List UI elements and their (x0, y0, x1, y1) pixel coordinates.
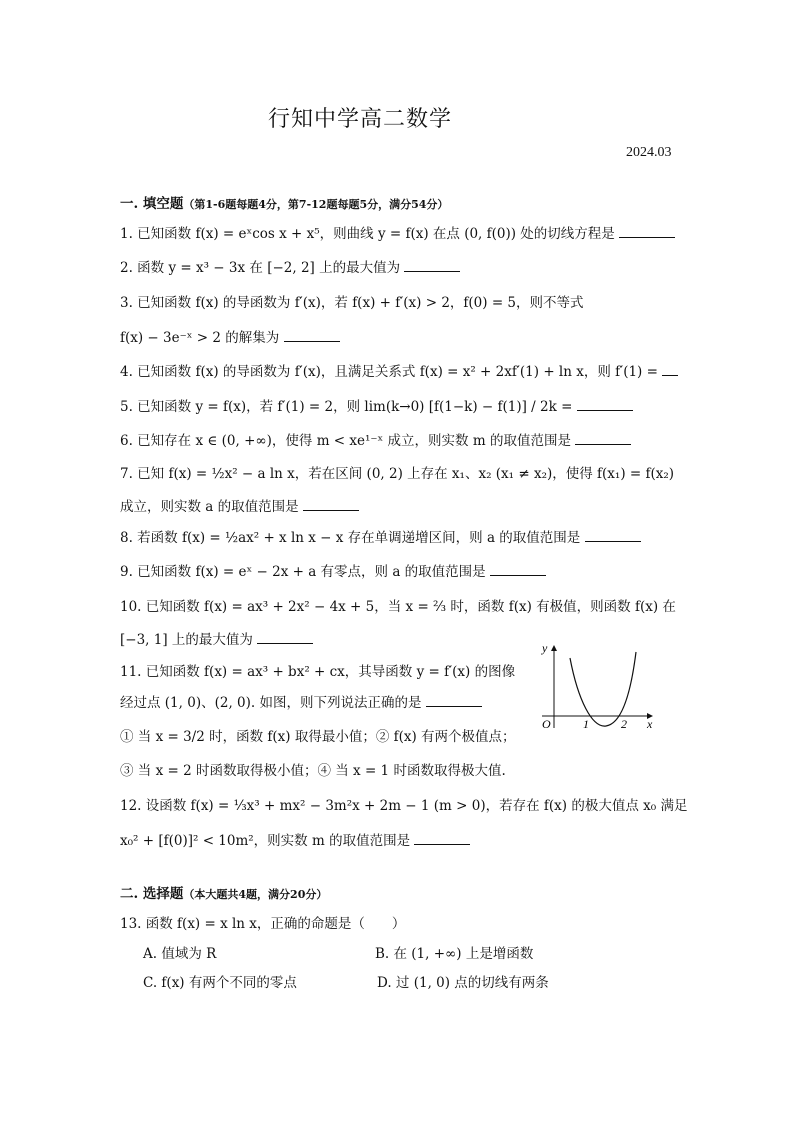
question-text: 8. 若函数 f(x) = ½ax² + x ln x − x 存在单调递增区间，则 a 的取值范围是 (120, 530, 581, 546)
question-4 (120, 360, 678, 380)
answer-blank (414, 832, 470, 845)
question-11-statements-b (120, 759, 506, 779)
answer-blank (303, 498, 359, 511)
option-b: B. 在 (1, +∞) 上是增函数 (375, 946, 534, 962)
question-text: 11. 已知函数 f(x) = ax³ + bx² + cx，其导函数 y = f′(x) 的图像 (120, 664, 516, 680)
section-1-note: （第1-6题每题4分，第7-12题每题5分，满分54分） (183, 198, 449, 211)
question-text: 12. 设函数 f(x) = ⅓x³ + mx² − 3m²x + 2m − 1 (m > 0)，若存在 f(x) 的极大值点 x₀ 满足 (120, 798, 688, 814)
question-text: 5. 已知函数 y = f(x)，若 f′(1) = 2，则 lim(k→0) [f(1−k) − f(1)] / 2k = (120, 399, 573, 415)
section-2-note: （本大题共4题，满分20分） (183, 888, 328, 901)
question-5 (120, 395, 633, 415)
answer-blank (257, 631, 313, 644)
question-text: 13. 函数 f(x) = x ln x，正确的命题是（ ） (120, 916, 406, 932)
question-7 (120, 462, 674, 482)
answer-blank (619, 225, 675, 238)
question-11-statements-a (120, 725, 516, 745)
answer-blank (284, 329, 340, 342)
question-text: 2. 函数 y = x³ − 3x 在 [−2, 2] 上的最大值为 (120, 260, 401, 276)
tick-label-1: 1 (583, 717, 589, 731)
answer-blank (662, 363, 678, 376)
question-text: x₀² + [f(0)]² < 10m²，则实数 m 的取值范围是 (120, 833, 411, 849)
question-9 (120, 560, 546, 580)
question-text: 3. 已知函数 f(x) 的导函数为 f′(x)，若 f(x) + f′(x) > 2，f(0) = 5，则不等式 (120, 295, 584, 311)
question-2 (120, 256, 460, 276)
answer-blank (585, 529, 641, 542)
question-1 (120, 222, 675, 242)
question-10 (120, 595, 676, 615)
origin-label: O (542, 717, 551, 731)
option-d: D. 过 (1, 0) 点的切线有两条 (377, 975, 549, 991)
derivative-graph (534, 640, 660, 732)
question-text: 成立，则实数 a 的取值范围是 (120, 499, 299, 515)
question-11 (120, 660, 515, 680)
question-13 (120, 912, 405, 932)
question-3-cont (120, 326, 340, 346)
section-1-title: 一. 填空题 (120, 196, 184, 212)
answer-blank (404, 259, 460, 272)
answer-blank (426, 694, 482, 707)
section-1-heading (120, 192, 448, 212)
tick-label-2: 2 (621, 717, 627, 731)
question-text: ③ 当 x = 2 时函数取得极小值；④ 当 x = 1 时函数取得极大值. (120, 763, 506, 779)
question-8 (120, 526, 641, 546)
question-text: f(x) − 3e⁻ˣ > 2 的解集为 (120, 330, 280, 346)
question-7-cont (120, 495, 359, 515)
question-11-cont (120, 691, 482, 711)
question-6 (120, 429, 631, 449)
x-axis-label: x (647, 717, 653, 731)
question-text: [−3, 1] 上的最大值为 (120, 632, 253, 648)
y-axis-label: y (542, 641, 548, 655)
question-text: 6. 已知存在 x ∈ (0, +∞)，使得 m < xe¹⁻ˣ 成立，则实数 m 的取值范围是 (120, 433, 571, 449)
question-12 (120, 794, 687, 814)
question-text: 9. 已知函数 f(x) = eˣ − 2x + a 有零点，则 a 的取值范围是 (120, 564, 486, 580)
question-text: 10. 已知函数 f(x) = ax³ + 2x² − 4x + 5，当 x = ⅔ 时，函数 f(x) 有极值，则函数 f(x) 在 (120, 599, 676, 615)
question-text: 7. 已知 f(x) = ½x² − a ln x，若在区间 (0, 2) 上存在 x₁、x₂ (x₁ ≠ x₂)，使得 f(x₁) = f(x₂) (120, 466, 675, 482)
question-text: 经过点 (1, 0)、(2, 0). 如图，则下列说法正确的是 (120, 695, 422, 711)
question-3 (120, 291, 584, 311)
option-a: A. 值域为 R (143, 946, 217, 962)
section-2-heading (120, 882, 327, 902)
page-title: 行知中学高二数学 (268, 107, 453, 132)
question-text: ① 当 x = 3/2 时，函数 f(x) 取得最小值；② f(x) 有两个极值点； (120, 729, 516, 745)
answer-blank (575, 432, 631, 445)
option-c: C. f(x) 有两个不同的零点 (143, 975, 297, 991)
question-text: 4. 已知函数 f(x) 的导函数为 f′(x)，且满足关系式 f(x) = x² + 2xf′(1) + ln x，则 f′(1) = (120, 364, 658, 380)
question-text: 1. 已知函数 f(x) = eˣcos x + x⁵，则曲线 y = f(x) 在点 (0, f(0)) 处的切线方程是 (120, 226, 615, 242)
answer-blank (577, 398, 633, 411)
question-10-cont (120, 628, 313, 648)
answer-blank (490, 563, 546, 576)
derivative-curve (570, 652, 636, 726)
section-2-title: 二. 选择题 (120, 886, 184, 902)
exam-date: 2024.03 (626, 145, 672, 160)
question-12-cont (120, 829, 470, 849)
